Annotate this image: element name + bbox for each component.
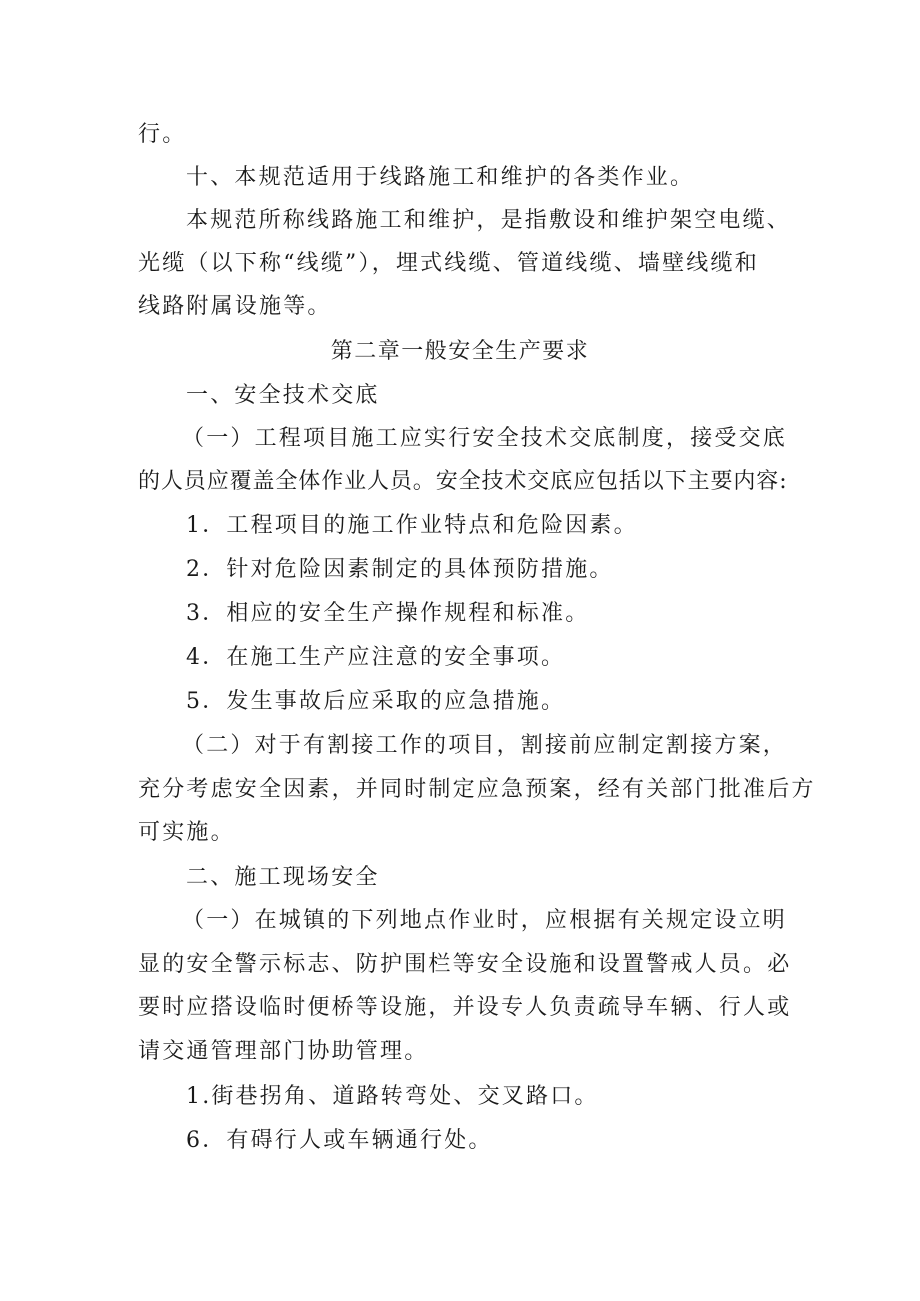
paragraph-line: 请交通管理部门协助管理。 [138, 1039, 429, 1064]
list-item: 1.街巷拐角、道路转弯处、交叉路口。 [186, 1084, 599, 1109]
paragraph-line: 的人员应覆盖全体作业人员。安全技术交底应包括以下主要内容: [138, 469, 788, 494]
paragraph-line: 显的安全警示标志、防护围栏等安全设施和设置警戒人员。必 [138, 952, 792, 977]
list-item: 2．针对危险因素制定的具体预防措施。 [186, 557, 614, 582]
paragraph-line: 行。 [138, 122, 187, 147]
paragraph-line: 可实施。 [138, 820, 235, 845]
paragraph-line: （一）在城镇的下列地点作业时，应根据有关规定设立明 [182, 908, 788, 933]
paragraph-line: 充分考虑安全因素，并同时制定应急预案，经有关部门批准后方 [138, 777, 816, 802]
list-item: 1．工程项目的施工作业特点和危险因素。 [186, 513, 638, 538]
paragraph-line: （一）工程项目施工应实行安全技术交底制度，接受交底 [182, 426, 788, 451]
paragraph-line: （二）对于有割接工作的项目，割接前应制定割接方案， [182, 733, 788, 758]
paragraph-line: 要时应搭设临时便桥等设施，并设专人负责疏导车辆、行人或 [138, 995, 792, 1020]
list-item: 5．发生事故后应采取的应急措施。 [186, 689, 566, 714]
paragraph-line: 光缆（以下称“线缆”），埋式线缆、管道线缆、墙壁线缆和 [138, 251, 759, 276]
paragraph-line: 十、本规范适用于线路施工和维护的各类作业。 [186, 165, 695, 190]
list-item: 3．相应的安全生产操作规程和标准。 [186, 601, 590, 626]
chapter-heading: 第二章一般安全生产要求 [330, 339, 590, 364]
section-heading: 一、安全技术交底 [186, 383, 380, 408]
paragraph-line: 线路附属设施等。 [138, 294, 332, 319]
section-heading: 二、施工现场安全 [186, 865, 380, 890]
list-item: 6．有碍行人或车辆通行处。 [186, 1128, 493, 1153]
list-item: 4．在施工生产应注意的安全事项。 [186, 645, 566, 670]
paragraph-line: 本规范所称线路施工和维护，是指敷设和维护架空电缆、 [186, 208, 792, 233]
